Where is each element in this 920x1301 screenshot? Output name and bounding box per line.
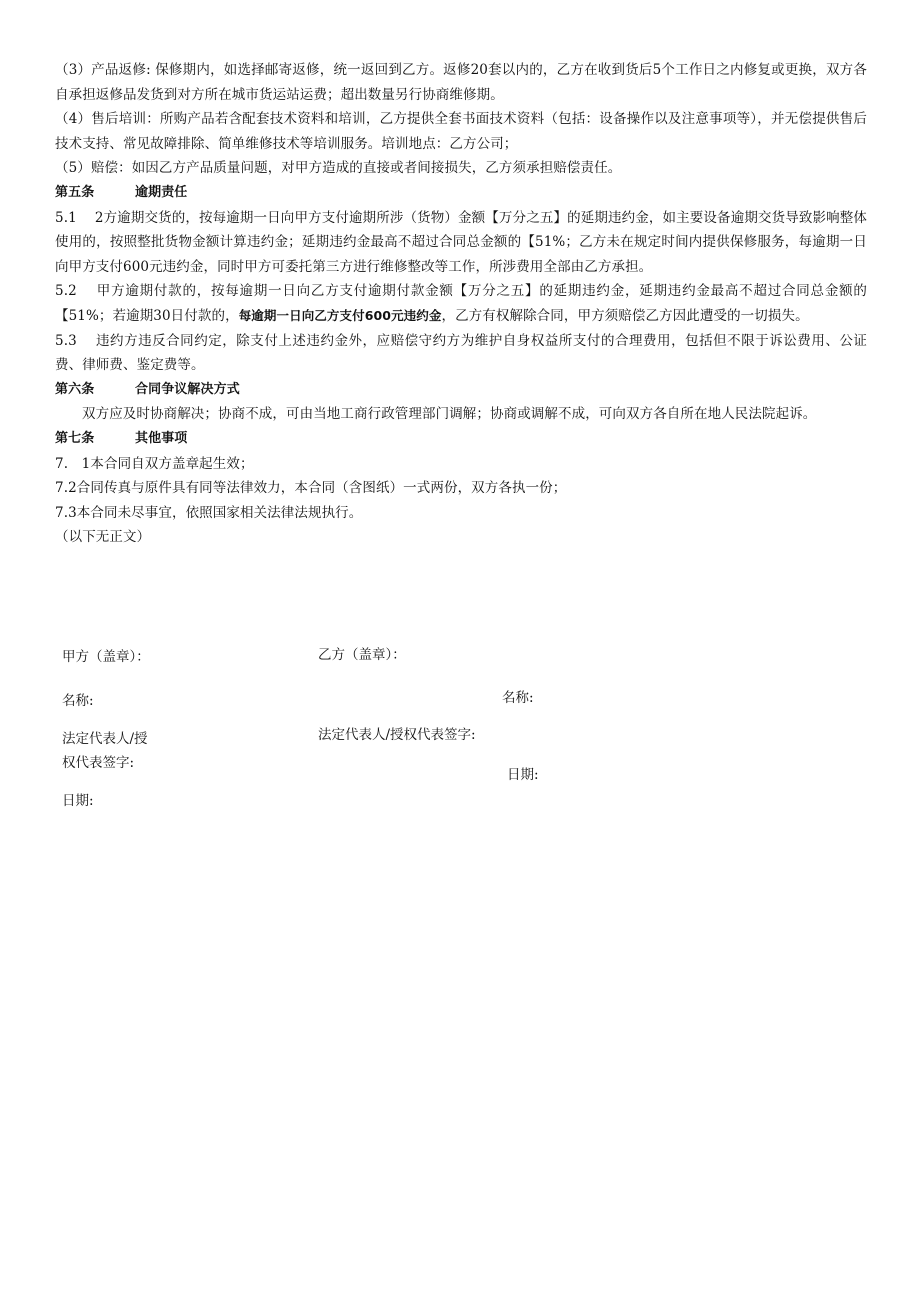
article7-heading	[55, 427, 867, 452]
party-b-seal-label: 乙方（盖章）：	[318, 647, 406, 663]
end-of-text-note: （以下无正文）	[55, 529, 151, 546]
article7-para-1: 7. 1本合同自双方盖章起生效；	[55, 455, 254, 472]
article5-title: 逾期责任	[135, 184, 188, 200]
contract-body	[55, 58, 867, 550]
article6-number: 第六条	[55, 381, 95, 397]
article7-title: 其他事项	[135, 430, 188, 446]
party-b-rep-label: 法定代表人/授权代表签字:	[318, 727, 476, 743]
party-a-rep-label-line1: 法定代表人/授	[62, 731, 148, 747]
clause-compensation: （5）赔偿：如因乙方产品质量问题，对甲方造成的直接或者间接损失，乙方须承担赔偿责任。	[55, 160, 622, 177]
article7-para-2: 7.2合同传真与原件具有同等法律效力，本合同（含图纸）一式两份，双方各执一份；	[55, 480, 567, 497]
article6-title: 合同争议解决方式	[135, 381, 240, 397]
article5-para-2-end: ，乙方有权解除合同，甲方须赔偿乙方因此遭受的一切损失。	[441, 307, 809, 324]
article5-para-1: 5.1 2方逾期交货的，按每逾期一日向甲方支付逾期所涉（货物）金额【万分之五】的延期违约金，如主要设备逾期交货导致影响整体使用的，按照整批货物金额计算违约金；延期违约金最高不超过合同总金额的【51%；乙方未在规定时间内提供保修服务，每逾期一日向甲方支付600元违约金，同时甲方可委托第三方进行维修整改等工作，所涉费用全部由乙方承担。	[55, 209, 867, 275]
article7-number: 第七条	[55, 430, 95, 446]
party-b-name-label: 名称:	[502, 690, 534, 706]
article5-para-2-start: 5.2 甲方逾期付款的，按每逾期一日向乙方支付逾期付款金额【万分之五】的延期违约金，延期违约金最高不超过合同总金额的【51%；若逾期30日付款的，	[55, 283, 867, 324]
article6-heading	[55, 378, 867, 403]
party-a-seal-label: 甲方（盖章）：	[62, 649, 150, 665]
article5-heading	[55, 181, 867, 206]
party-a-rep-label-line2: 权代表签字:	[62, 755, 135, 771]
article5-number: 第五条	[55, 184, 95, 200]
article6-para-1: 双方应及时协商解决；协商不成，可由当地工商行政管理部门调解；协商或调解不成，可向双方各自所在地人民法院起诉。	[82, 406, 817, 423]
article5-para-2-bold: 每逾期一日向乙方支付600元违约金	[238, 307, 442, 323]
article5-para-2	[55, 279, 867, 328]
article5-para-3: 5.3 违约方违反合同约定，除支付上述违约金外，应赔偿守约方为维护自身权益所支付的合理费用，包括但不限于诉讼费用、公证费、律师费、鉴定费等。	[55, 332, 867, 374]
party-a-name-label: 名称:	[62, 693, 94, 709]
clause-training: （4）售后培训：所购产品若含配套技术资料和培训，乙方提供全套书面技术资料（包括：设备操作以及注意事项等），并无偿提供售后技术支持、常见故障排除、简单维修技术等培训服务。培训地点：乙方公司；	[55, 111, 867, 152]
article7-para-3: 7.3本合同未尽事宜，依照国家相关法律法规执行。	[55, 504, 363, 521]
party-b-date-label: 日期:	[507, 767, 539, 783]
party-a-date-label: 日期:	[62, 793, 94, 809]
clause-repair: （3）产品返修: 保修期内，如选择邮寄返修，统一返回到乙方。返修20套以内的，乙方在收到货后5个工作日之内修复或更换，双方各自承担返修品发货到对方所在城市货运站运费；超出数量另行协商维修期。	[55, 62, 867, 103]
